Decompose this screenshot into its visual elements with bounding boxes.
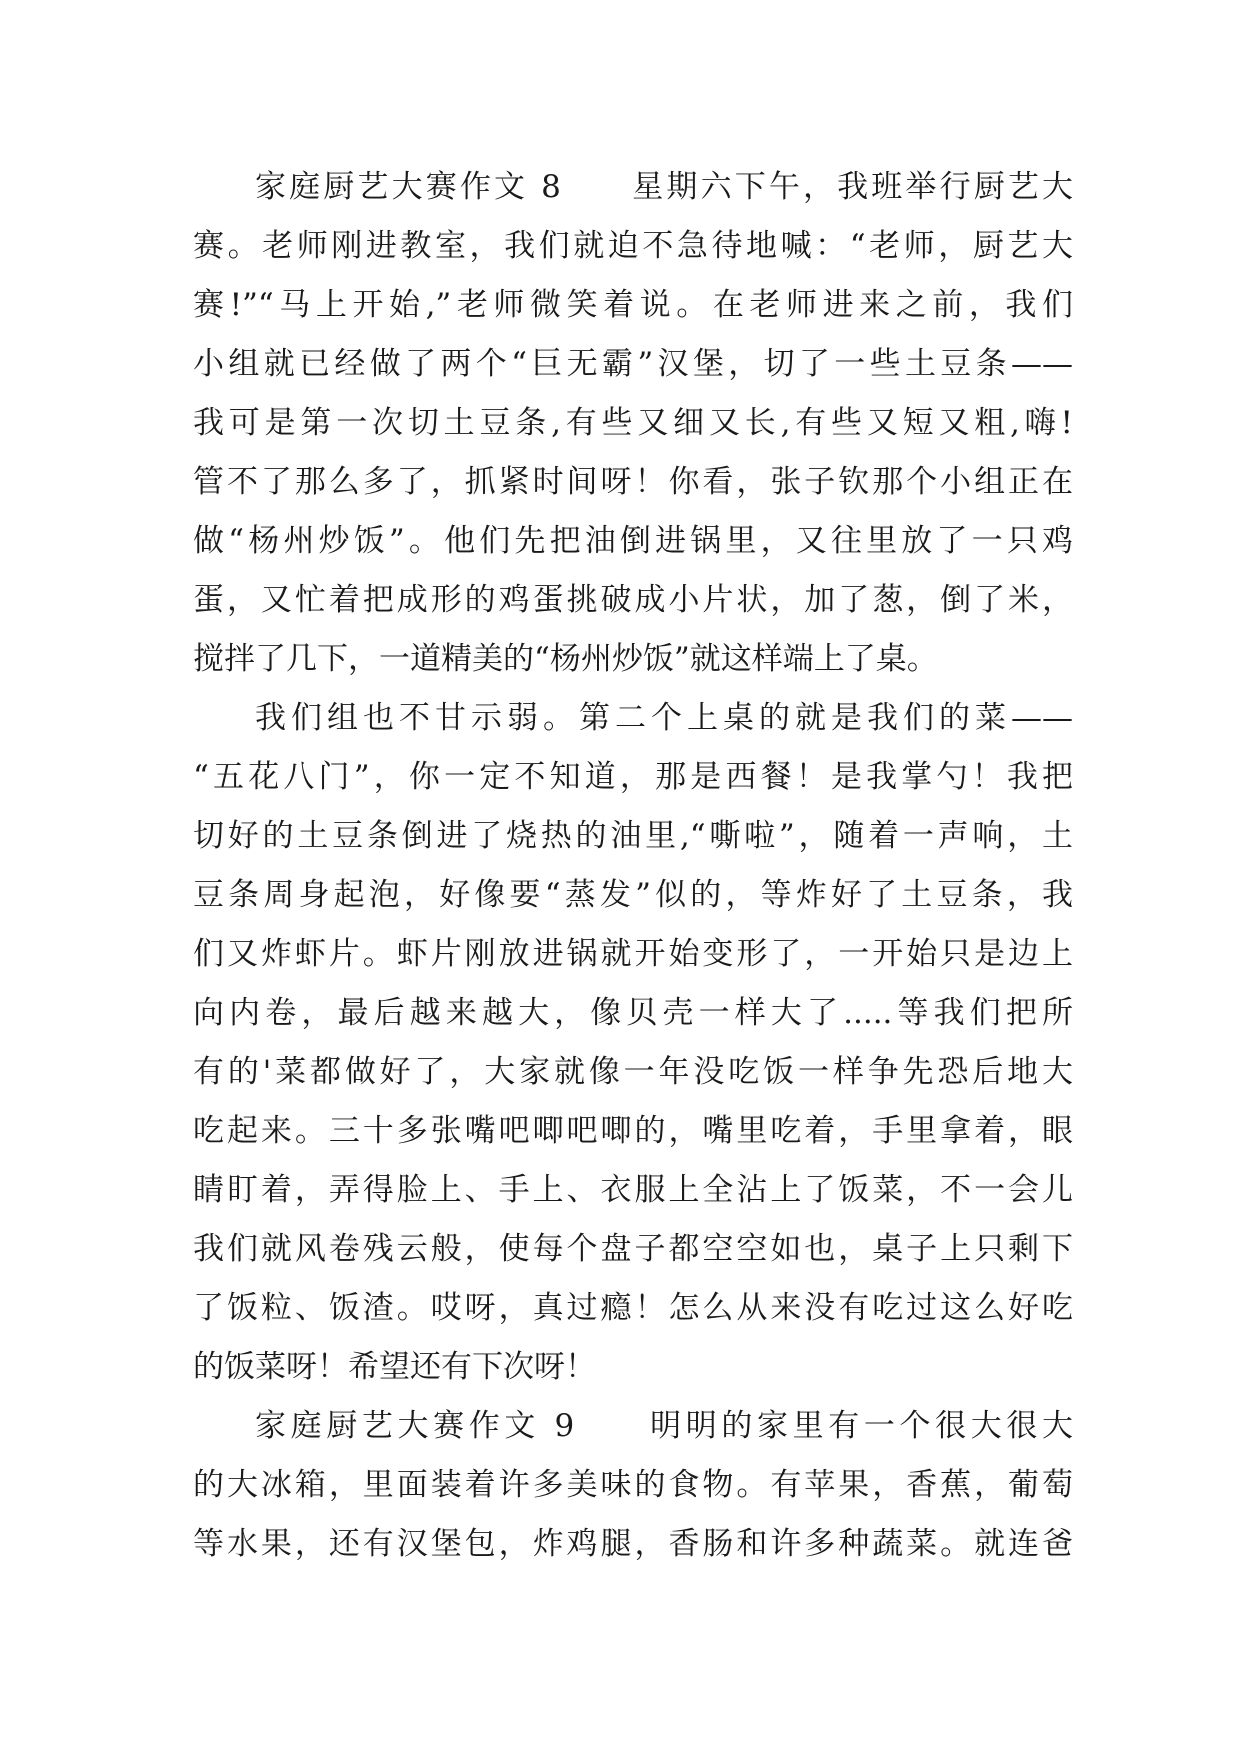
text-line: 的饭菜呀！希望还有下次呀！ <box>193 1349 596 1385</box>
text-line: “五花八门”，你一定不知道，那是西餐！是我掌勺！我把 <box>193 759 1073 795</box>
text-line: 家庭厨艺大赛作文 9 明明的家里有一个很大很大 <box>255 1408 1073 1444</box>
text-line: 吃起来。三十多张嘴吧唧吧唧的，嘴里吃着，手里拿着，眼 <box>193 1113 1073 1149</box>
text-line: 豆条周身起泡，好像要“蒸发”似的，等炸好了土豆条，我 <box>193 877 1073 913</box>
essay-text <box>193 158 1073 1574</box>
text-line: 赛!”“马上开始,”老师微笑着说。在老师进来之前，我们 <box>193 287 1073 323</box>
text-line: 我们组也不甘示弱。第二个上桌的就是我们的菜—— <box>255 700 1073 736</box>
text-line: 蛋，又忙着把成形的鸡蛋挑破成小片状，加了葱，倒了米， <box>193 582 1073 618</box>
text-line: 管不了那么多了，抓紧时间呀！你看，张子钦那个小组正在 <box>193 464 1073 500</box>
text-line: 赛。老师刚进教室，我们就迫不急待地喊：“老师，厨艺大 <box>193 228 1073 264</box>
text-line: 了饭粒、饭渣。哎呀，真过瘾！怎么从来没有吃过这么好吃 <box>193 1290 1073 1326</box>
text-line: 有的'菜都做好了，大家就像一年没吃饭一样争先恐后地大 <box>193 1054 1073 1090</box>
text-line: 我们就风卷残云般，使每个盘子都空空如也，桌子上只剩下 <box>193 1231 1073 1267</box>
text-line: 我可是第一次切土豆条,有些又细又长,有些又短又粗,嗨! <box>193 405 1073 441</box>
text-line: 搅拌了几下，一道精美的“杨州炒饭”就这样端上了桌。 <box>193 641 938 677</box>
text-line: 向内卷，最后越来越大，像贝壳一样大了.....等我们把所 <box>193 995 1073 1031</box>
text-line: 等水果，还有汉堡包，炸鸡腿，香肠和许多种蔬菜。就连爸 <box>193 1526 1073 1562</box>
text-line: 的大冰箱，里面装着许多美味的食物。有苹果，香蕉，葡萄 <box>193 1467 1073 1503</box>
text-line: 们又炸虾片。虾片刚放进锅就开始变形了，一开始只是边上 <box>193 936 1073 972</box>
text-line: 小组就已经做了两个“巨无霸”汉堡，切了一些土豆条—— <box>193 346 1073 382</box>
text-line: 睛盯着，弄得脸上、手上、衣服上全沾上了饭菜，不一会儿 <box>193 1172 1073 1208</box>
text-line: 做“杨州炒饭”。他们先把油倒进锅里，又往里放了一只鸡 <box>193 523 1073 559</box>
text-line: 切好的土豆条倒进了烧热的油里,“嘶啦”，随着一声响，土 <box>193 818 1073 854</box>
text-line: 家庭厨艺大赛作文 8 星期六下午，我班举行厨艺大 <box>255 169 1073 205</box>
